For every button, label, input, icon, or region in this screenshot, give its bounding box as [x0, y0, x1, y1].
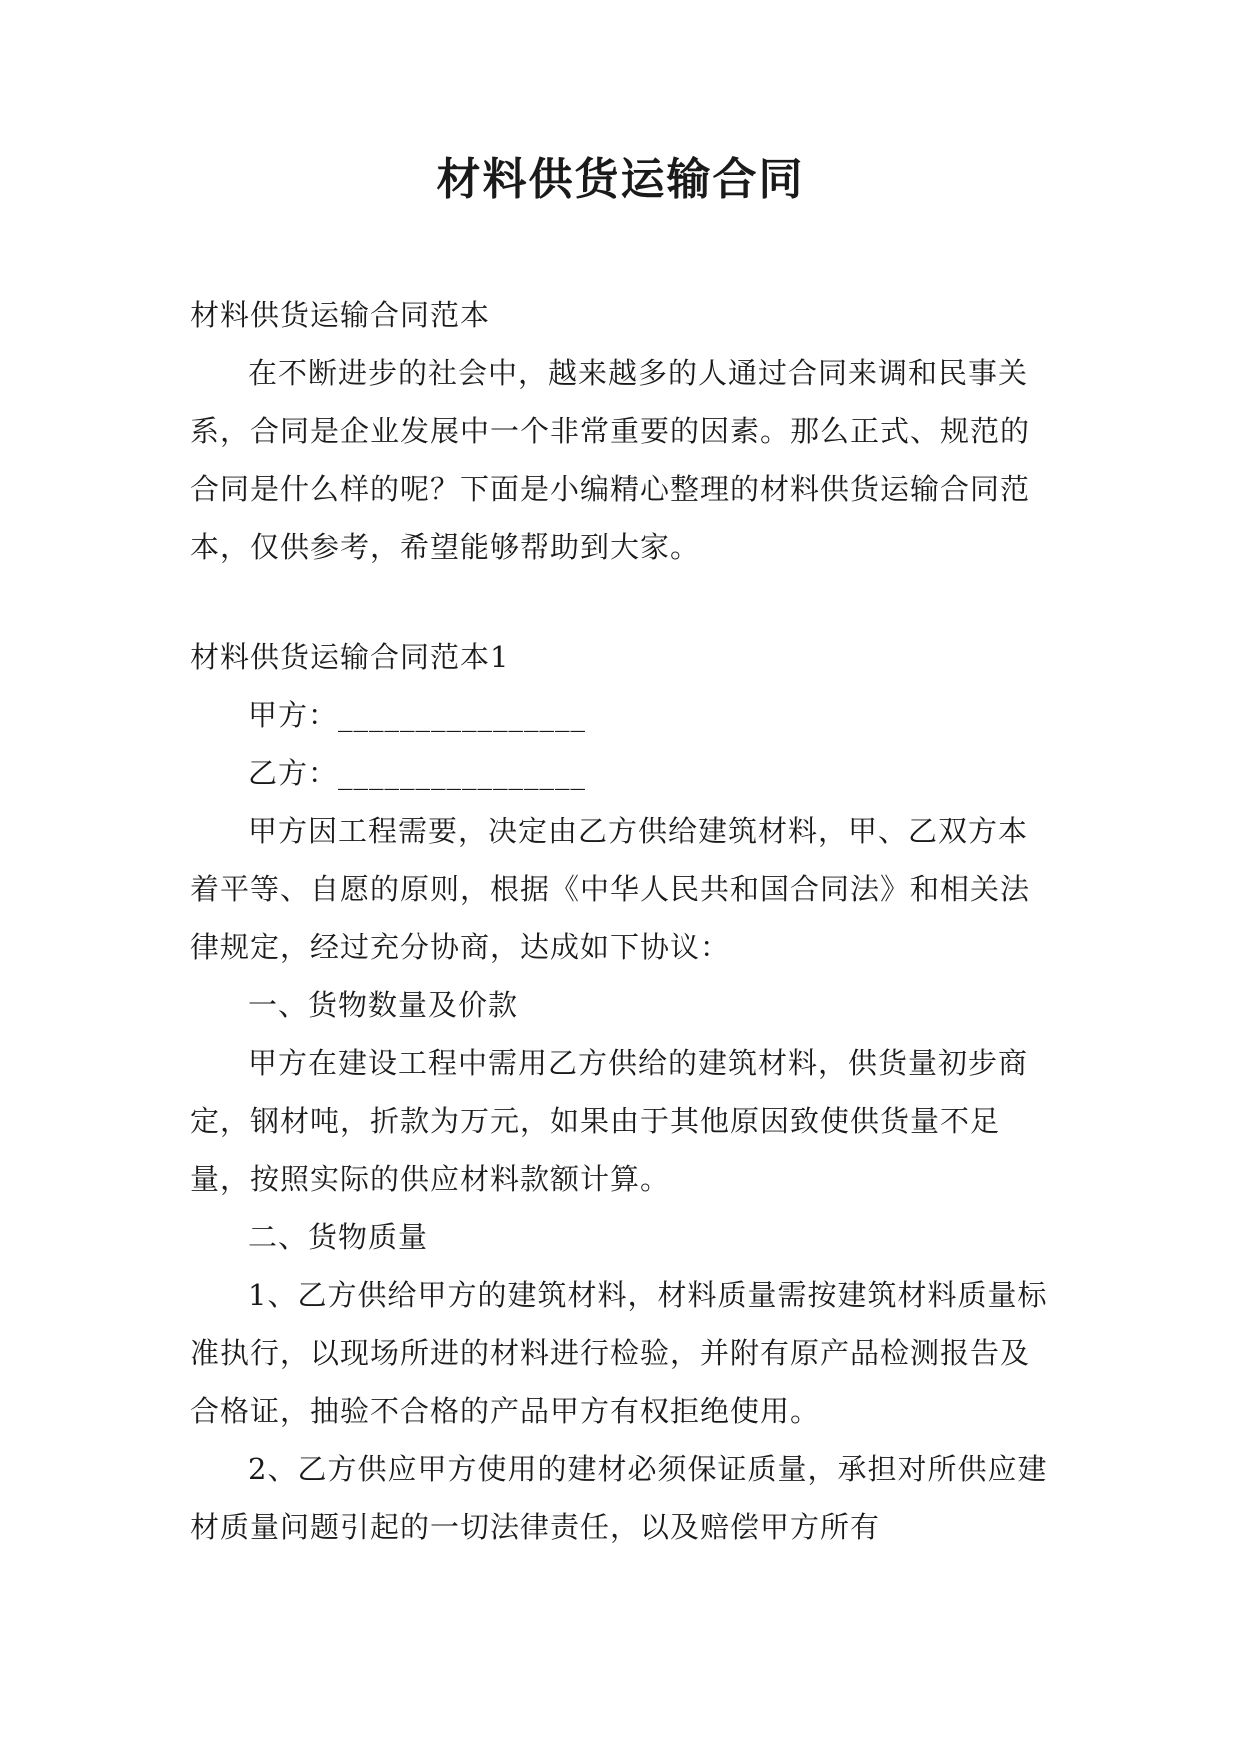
intro-paragraph: 在不断进步的社会中，越来越多的人通过合同来调和民事关系，合同是企业发展中一个非常重要的因素。那么正式、规范的合同是什么样的呢？下面是小编精心整理的材料供货运输合同范本，仅供参考，希望能够帮助到大家。 — [190, 356, 1031, 564]
document-body — [190, 286, 1056, 1556]
document-subtitle: 材料供货运输合同范本 — [190, 298, 491, 332]
section-heading: 材料供货运输合同范本1 — [190, 640, 510, 674]
party-a-line: 甲方：________________ — [248, 698, 587, 732]
party-b-line: 乙方：________________ — [248, 756, 587, 790]
document-title: 材料供货运输合同 — [436, 154, 805, 205]
clause-2-item-2: 2、乙方供应甲方使用的建材必须保证质量，承担对所供应建材质量问题引起的一切法律责任，以及赔偿甲方所有 — [190, 1452, 1048, 1544]
clause-1-body: 甲方在建设工程中需用乙方供给的建筑材料，供货量初步商定，钢材吨，折款为万元，如果由于其他原因致使供货量不足量，按照实际的供应材料款额计算。 — [190, 1046, 1029, 1196]
preamble-paragraph: 甲方因工程需要，决定由乙方供给建筑材料，甲、乙双方本着平等、自愿的原则，根据《中华人民共和国合同法》和相关法律规定，经过充分协商，达成如下协议： — [190, 814, 1031, 964]
clause-2-title: 二、货物质量 — [248, 1220, 429, 1254]
clause-1-title: 一、货物数量及价款 — [248, 988, 519, 1022]
clause-2-item-1: 1、乙方供给甲方的建筑材料，材料质量需按建筑材料质量标准执行，以现场所进的材料进行检验，并附有原产品检测报告及合格证，抽验不合格的产品甲方有权拒绝使用。 — [190, 1278, 1048, 1428]
